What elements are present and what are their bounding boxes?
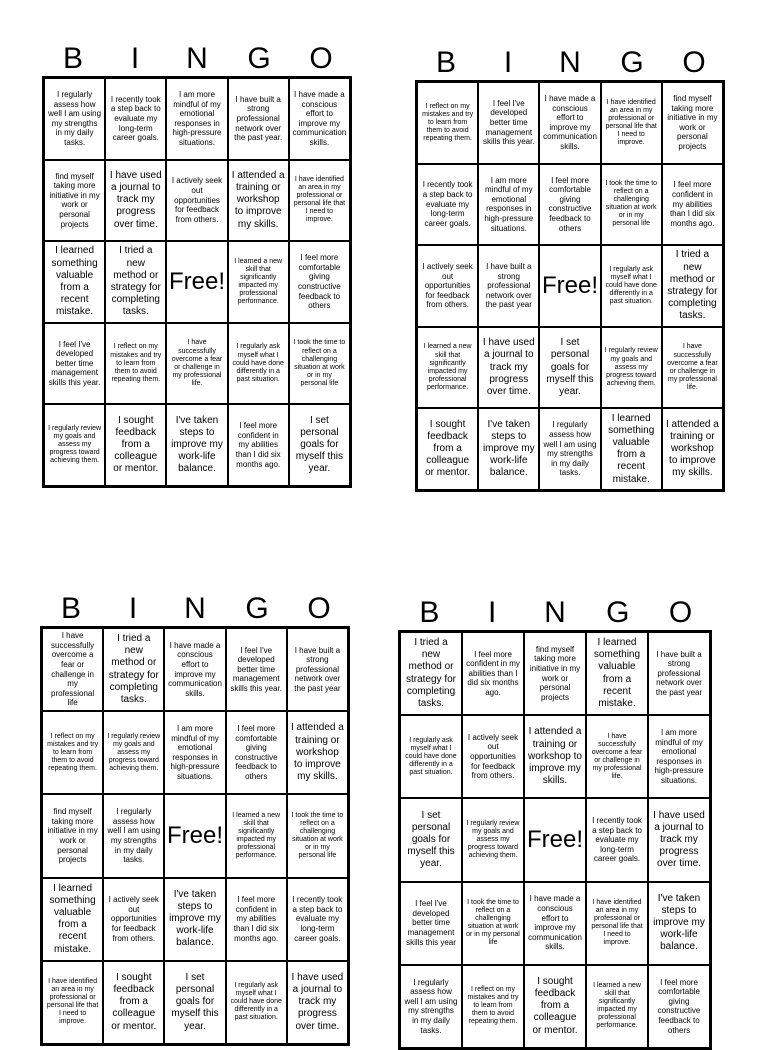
bingo-cell: I feel more comfortable giving constructive feedback to others xyxy=(226,711,287,794)
bingo-cell: I reflect on my mistakes and try to learn from them to avoid repeating them. xyxy=(42,711,103,794)
bingo-cell: I feel I've developed better time management skills this year. xyxy=(44,323,105,405)
letter-g: G xyxy=(606,596,630,629)
bingo-cell: I regularly ask myself what I could have done differently in a past situation. xyxy=(601,245,662,327)
bingo-cell: I learned a new skill that significantly impacted my professional performance. xyxy=(228,241,289,323)
bingo-cell: I have built a strong professional network over the past year xyxy=(648,632,710,715)
bingo-cell: I learned something valuable from a recent mistake. xyxy=(44,241,105,323)
bingo-header xyxy=(415,42,725,80)
bingo-cell: find myself taking more initiative in my work or personal projects xyxy=(42,794,103,877)
bingo-cell: I have made a conscious effort to improve my communication skills. xyxy=(289,78,350,160)
bingo-cell: I tried a new method or strategy for completing tasks. xyxy=(400,632,462,715)
bingo-cell: I have identified an area in my professional or personal life that I need to improve. xyxy=(601,82,662,164)
letter-n: N xyxy=(184,592,206,625)
letter-b: B xyxy=(60,592,81,625)
bingo-cell: I regularly assess how well I am using my strengths in my daily tasks. xyxy=(103,794,164,877)
bingo-grid xyxy=(398,630,712,1050)
bingo-cell: I learned a new skill that significantly impacted my professional performance. xyxy=(586,965,648,1048)
bingo-card-4 xyxy=(398,592,712,1050)
letter-o: O xyxy=(668,596,693,629)
letter-g: G xyxy=(620,46,644,79)
bingo-cell: I have built a strong professional network over the past year xyxy=(287,628,348,711)
letter-g: G xyxy=(247,42,271,75)
letter-i: I xyxy=(130,42,140,75)
letter-g: G xyxy=(245,592,269,625)
bingo-cell: I regularly review my goals and assess my progress toward achieving them. xyxy=(103,711,164,794)
bingo-cell: I learned a new skill that significantly impacted my professional performance. xyxy=(417,327,478,409)
bingo-cell: I've taken steps to improve my work-life balance. xyxy=(166,404,227,486)
bingo-cell: I set personal goals for myself this year. xyxy=(289,404,350,486)
bingo-cell: I am more mindful of my emotional responses in high-pressure situations. xyxy=(478,164,539,246)
bingo-cell: I have made a conscious effort to improve my communication skills. xyxy=(539,82,600,164)
bingo-cell: I attended a training or workshop to improve my skills. xyxy=(662,408,723,490)
letter-o: O xyxy=(307,592,331,625)
bingo-cell: I set personal goals for myself this year. xyxy=(539,327,600,409)
letter-n: N xyxy=(186,42,208,75)
bingo-cell: I have identified an area in my professional or personal life that I need to improve. xyxy=(42,961,103,1044)
letter-o: O xyxy=(682,46,706,79)
bingo-cell: I feel more comfortable giving constructive feedback to others xyxy=(289,241,350,323)
bingo-cell: I have successfully overcome a fear or challenge in my professional life. xyxy=(166,323,227,405)
bingo-cell: I set personal goals for myself this year. xyxy=(400,798,462,881)
bingo-cell: I feel I've developed better time management skills this year xyxy=(400,882,462,965)
bingo-cell: I took the time to reflect on a challenging situation at work or in my personal life xyxy=(287,794,348,877)
bingo-cell: I have made a conscious effort to improve my communication skills. xyxy=(164,628,225,711)
bingo-cell: I regularly ask myself what I could have done differently in a past situation. xyxy=(228,323,289,405)
free-space: Free! xyxy=(164,794,225,877)
bingo-cell: I regularly review my goals and assess my progress toward achieving them. xyxy=(44,404,105,486)
bingo-cell: I feel more confident in my abilities than I did six months ago. xyxy=(662,164,723,246)
bingo-cell: I feel more comfortable giving constructive feedback to others xyxy=(648,965,710,1048)
bingo-cell: I tried a new method or strategy for completing tasks. xyxy=(103,628,164,711)
bingo-cell: I have identified an area in my professional or personal life that I need to improve. xyxy=(586,882,648,965)
letter-i: I xyxy=(488,596,497,629)
bingo-cell: I've taken steps to improve my work-life balance. xyxy=(164,878,225,961)
free-space: Free! xyxy=(539,245,600,327)
bingo-cell: I attended a training or workshop to improve my skills. xyxy=(287,711,348,794)
bingo-cell: I recently took a step back to evaluate my long-term career goals. xyxy=(417,164,478,246)
bingo-cell: I recently took a step back to evaluate my long-term career goals. xyxy=(287,878,348,961)
bingo-cell: I feel more confident in my abilities than I did six months ago. xyxy=(228,404,289,486)
bingo-cell: I feel more comfortable giving constructive feedback to others xyxy=(539,164,600,246)
bingo-cell: I have identified an area in my professional or personal life that I need to improve. xyxy=(289,160,350,242)
bingo-cell: I reflect on my mistakes and try to learn from them to avoid repeating them. xyxy=(462,965,524,1048)
bingo-cell: I actively seek out opportunities for feedback from others. xyxy=(103,878,164,961)
bingo-cell: I have used a journal to track my progress over time. xyxy=(478,327,539,409)
bingo-cell: I have used a journal to track my progress over time. xyxy=(105,160,166,242)
letter-b: B xyxy=(419,596,440,629)
bingo-cell: I feel I've developed better time management skills this year. xyxy=(226,628,287,711)
bingo-cell: I sought feedback from a colleague or mentor. xyxy=(103,961,164,1044)
bingo-cell: I regularly ask myself what I could have done differently in a past situation. xyxy=(226,961,287,1044)
bingo-cell: I have built a strong professional network over the past year xyxy=(478,245,539,327)
bingo-cell: I took the time to reflect on a challenging situation at work or in my personal life xyxy=(601,164,662,246)
bingo-cell: I learned something valuable from a recent mistake. xyxy=(601,408,662,490)
bingo-cell: I tried a new method or strategy for completing tasks. xyxy=(662,245,723,327)
bingo-cell: I learned something valuable from a recent mistake. xyxy=(42,878,103,961)
bingo-cell: I recently took a step back to evaluate my long-term career goals. xyxy=(586,798,648,881)
bingo-cell: I reflect on my mistakes and try to learn from them to avoid repeating them. xyxy=(105,323,166,405)
bingo-header xyxy=(42,38,352,76)
letter-i: I xyxy=(128,592,138,625)
bingo-header xyxy=(40,588,350,626)
bingo-cell: I have successfully overcome a fear or challenge in my professional life. xyxy=(586,715,648,798)
letter-b: B xyxy=(435,46,456,79)
bingo-cell: find myself taking more initiative in my work or personal projects xyxy=(662,82,723,164)
bingo-cell: I attended a training or workshop to improve my skills. xyxy=(228,160,289,242)
bingo-cell: I took the time to reflect on a challenging situation at work or in my personal life xyxy=(462,882,524,965)
bingo-cell: I attended a training or workshop to improve my skills. xyxy=(524,715,586,798)
bingo-cell: I am more mindful of my emotional responses in high-pressure situations. xyxy=(164,711,225,794)
bingo-cell: I've taken steps to improve my work-life balance. xyxy=(478,408,539,490)
bingo-card-1 xyxy=(42,38,352,488)
bingo-cell: I regularly assess how well I am using my strengths in my daily tasks. xyxy=(44,78,105,160)
bingo-grid xyxy=(415,80,725,492)
bingo-cell: I reflect on my mistakes and try to learn from them to avoid repeating them. xyxy=(417,82,478,164)
bingo-cell: I sought feedback from a colleague or mentor. xyxy=(417,408,478,490)
bingo-cell: I have successfully overcome a fear or challenge in my professional life. xyxy=(662,327,723,409)
bingo-cell: I have used a journal to track my progress over time. xyxy=(287,961,348,1044)
bingo-cell: I sought feedback from a colleague or mentor. xyxy=(105,404,166,486)
bingo-cell: I am more mindful of my emotional responses in high-pressure situations. xyxy=(166,78,227,160)
free-space: Free! xyxy=(524,798,586,881)
bingo-cell: I actively seek out opportunities for feedback from others. xyxy=(417,245,478,327)
bingo-cell: I sought feedback from a colleague or mentor. xyxy=(524,965,586,1048)
bingo-cell: I actively seek out opportunities for feedback from others. xyxy=(462,715,524,798)
bingo-header xyxy=(398,592,712,630)
bingo-cell: find myself taking more initiative in my work or personal projects xyxy=(524,632,586,715)
bingo-cell: I tried a new method or strategy for completing tasks. xyxy=(105,241,166,323)
bingo-card-3 xyxy=(40,588,350,1046)
bingo-cell: I regularly review my goals and assess my progress toward achieving them. xyxy=(601,327,662,409)
bingo-cell: I feel more confident in my abilities than I did six months ago. xyxy=(226,878,287,961)
letter-b: B xyxy=(62,42,83,75)
bingo-cell: I regularly review my goals and assess my progress toward achieving them. xyxy=(462,798,524,881)
bingo-cell: I have made a conscious effort to improve my communication skills. xyxy=(524,882,586,965)
bingo-grid xyxy=(42,76,352,488)
bingo-cell: I regularly assess how well I am using my strengths in my daily tasks. xyxy=(539,408,600,490)
bingo-grid xyxy=(40,626,350,1046)
bingo-cell: I learned something valuable from a recent mistake. xyxy=(586,632,648,715)
letter-o: O xyxy=(309,42,333,75)
letter-n: N xyxy=(544,596,566,629)
letter-n: N xyxy=(559,46,581,79)
bingo-cell: I feel more confident in my abilities than I did six months ago. xyxy=(462,632,524,715)
bingo-cell: I learned a new skill that significantly impacted my professional performance. xyxy=(226,794,287,877)
bingo-cell: I regularly assess how well I am using my strengths in my daily tasks. xyxy=(400,965,462,1048)
bingo-cell: I regularly ask myself what I could have done differently in a past situation. xyxy=(400,715,462,798)
bingo-cell: I have used a journal to track my progress over time. xyxy=(648,798,710,881)
bingo-cell: I have successfully overcome a fear or challenge in my professional life xyxy=(42,628,103,711)
bingo-cell: I recently took a step back to evaluate my long-term career goals. xyxy=(105,78,166,160)
bingo-cell: I actively seek out opportunities for feedback from others. xyxy=(166,160,227,242)
bingo-cell: I have built a strong professional network over the past year. xyxy=(228,78,289,160)
bingo-cell: I feel I've developed better time management skills this year. xyxy=(478,82,539,164)
bingo-cell: I am more mindful of my emotional responses in high-pressure situations. xyxy=(648,715,710,798)
bingo-card-2 xyxy=(415,42,725,492)
free-space: Free! xyxy=(166,241,227,323)
letter-i: I xyxy=(503,46,513,79)
bingo-cell: find myself taking more initiative in my work or personal projects xyxy=(44,160,105,242)
bingo-cell: I took the time to reflect on a challenging situation at work or in my personal life xyxy=(289,323,350,405)
bingo-cell: I've taken steps to improve my work-life balance. xyxy=(648,882,710,965)
bingo-cell: I set personal goals for myself this year. xyxy=(164,961,225,1044)
